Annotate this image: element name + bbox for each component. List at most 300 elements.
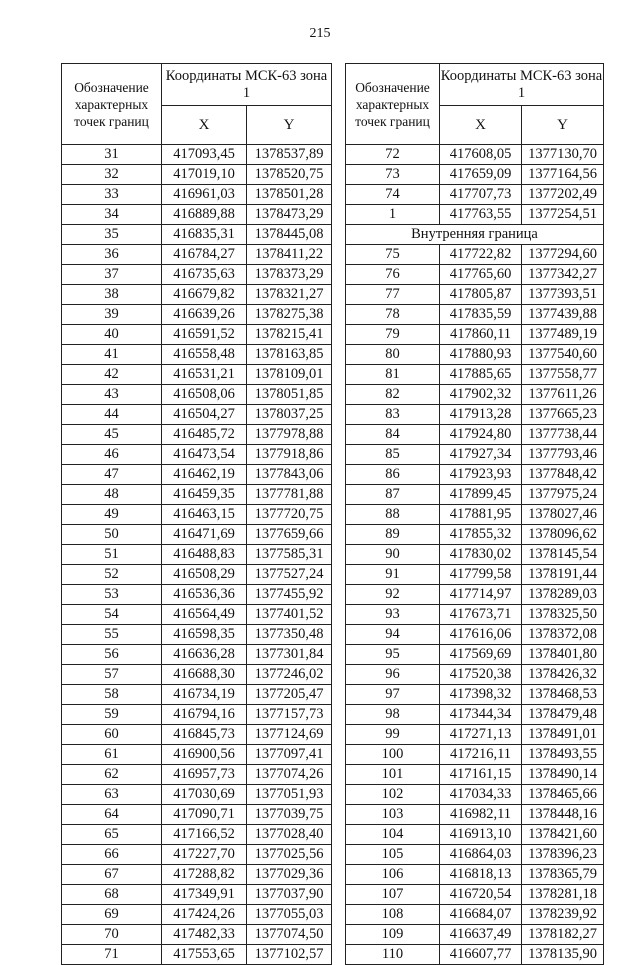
point-number-cell: 97 <box>346 685 440 705</box>
point-number-cell: 54 <box>62 605 162 625</box>
y-coordinate-cell: 1378325,50 <box>522 605 604 625</box>
table-row <box>62 705 332 725</box>
x-coordinate-cell: 416913,10 <box>440 825 522 845</box>
table-row <box>62 865 332 885</box>
y-coordinate-cell: 1378501,28 <box>247 185 332 205</box>
table-row <box>346 265 604 285</box>
x-coordinate-cell: 416504,27 <box>162 405 247 425</box>
point-number-cell: 63 <box>62 785 162 805</box>
x-coordinate-cell: 417271,13 <box>440 725 522 745</box>
y-coordinate-cell: 1377037,90 <box>247 885 332 905</box>
point-number-cell: 70 <box>62 925 162 945</box>
y-coordinate-cell: 1378182,27 <box>522 925 604 945</box>
x-coordinate-cell: 416459,35 <box>162 485 247 505</box>
x-coordinate-cell: 416485,72 <box>162 425 247 445</box>
x-coordinate-cell: 416784,27 <box>162 245 247 265</box>
y-coordinate-cell: 1377039,75 <box>247 805 332 825</box>
table-row <box>62 805 332 825</box>
x-coordinate-cell: 416558,48 <box>162 345 247 365</box>
table-row <box>346 545 604 565</box>
y-coordinate-cell: 1378411,22 <box>247 245 332 265</box>
right-table-body-inner <box>346 245 604 965</box>
y-coordinate-cell: 1377097,41 <box>247 745 332 765</box>
table-row <box>346 365 604 385</box>
x-coordinate-cell: 417288,82 <box>162 865 247 885</box>
table-row <box>62 245 332 265</box>
point-number-cell: 105 <box>346 845 440 865</box>
table-row <box>346 725 604 745</box>
x-coordinate-cell: 417885,65 <box>440 365 522 385</box>
y-coordinate-cell: 1378373,29 <box>247 265 332 285</box>
point-number-cell: 33 <box>62 185 162 205</box>
table-row <box>62 445 332 465</box>
y-coordinate-cell: 1378037,25 <box>247 405 332 425</box>
y-coordinate-cell: 1377342,27 <box>522 265 604 285</box>
x-coordinate-cell: 416536,36 <box>162 585 247 605</box>
y-coordinate-cell: 1378135,90 <box>522 945 604 965</box>
point-number-cell: 35 <box>62 225 162 245</box>
point-number-cell: 74 <box>346 185 440 205</box>
point-number-cell: 79 <box>346 325 440 345</box>
point-number-cell: 69 <box>62 905 162 925</box>
coordinates-table-left <box>61 63 332 965</box>
y-coordinate-cell: 1377074,50 <box>247 925 332 945</box>
table-row <box>346 445 604 465</box>
x-coordinate-cell: 416471,69 <box>162 525 247 545</box>
point-number-cell: 65 <box>62 825 162 845</box>
table-row <box>62 945 332 965</box>
table-row <box>346 945 604 965</box>
y-coordinate-cell: 1377028,40 <box>247 825 332 845</box>
point-number-cell: 36 <box>62 245 162 265</box>
point-number-cell: 95 <box>346 645 440 665</box>
table-row <box>62 265 332 285</box>
x-coordinate-cell: 417093,45 <box>162 145 247 165</box>
table-row <box>346 765 604 785</box>
point-number-cell: 38 <box>62 285 162 305</box>
x-coordinate-cell: 416684,07 <box>440 905 522 925</box>
x-coordinate-cell: 416889,88 <box>162 205 247 225</box>
x-coordinate-cell: 417927,34 <box>440 445 522 465</box>
x-coordinate-cell: 416679,82 <box>162 285 247 305</box>
x-coordinate-cell: 417520,38 <box>440 665 522 685</box>
x-coordinate-cell: 417860,11 <box>440 325 522 345</box>
point-designation-header: Обозначение характерных точек границ <box>62 64 162 145</box>
table-row <box>62 605 332 625</box>
y-coordinate-cell: 1377611,26 <box>522 385 604 405</box>
point-number-cell: 48 <box>62 485 162 505</box>
y-coordinate-cell: 1378448,16 <box>522 805 604 825</box>
x-coordinate-cell: 416564,49 <box>162 605 247 625</box>
x-coordinate-cell: 417830,02 <box>440 545 522 565</box>
y-coordinate-cell: 1378537,89 <box>247 145 332 165</box>
y-coordinate-cell: 1378289,03 <box>522 585 604 605</box>
point-number-cell: 34 <box>62 205 162 225</box>
point-number-cell: 71 <box>62 945 162 965</box>
table-row <box>346 185 604 205</box>
point-number-cell: 73 <box>346 165 440 185</box>
x-coordinate-cell: 416488,83 <box>162 545 247 565</box>
coordinates-table-right <box>345 63 604 965</box>
point-number-cell: 87 <box>346 485 440 505</box>
y-coordinate-cell: 1377975,24 <box>522 485 604 505</box>
table-row <box>346 825 604 845</box>
y-coordinate-cell: 1378520,75 <box>247 165 332 185</box>
point-number-cell: 80 <box>346 345 440 365</box>
x-coordinate-cell: 416636,28 <box>162 645 247 665</box>
point-number-cell: 40 <box>62 325 162 345</box>
y-coordinate-cell: 1377350,48 <box>247 625 332 645</box>
table-row <box>62 825 332 845</box>
x-coordinate-cell: 417881,95 <box>440 505 522 525</box>
table-row <box>346 685 604 705</box>
y-coordinate-cell: 1378365,79 <box>522 865 604 885</box>
y-coordinate-cell: 1378191,44 <box>522 565 604 585</box>
y-coordinate-cell: 1378372,08 <box>522 625 604 645</box>
y-coordinate-cell: 1378493,55 <box>522 745 604 765</box>
y-coordinate-cell: 1377489,19 <box>522 325 604 345</box>
table-row <box>62 325 332 345</box>
table-row <box>62 645 332 665</box>
x-coordinate-cell: 416531,21 <box>162 365 247 385</box>
x-coordinate-cell: 416637,49 <box>440 925 522 945</box>
table-row <box>62 785 332 805</box>
y-coordinate-cell: 1377720,75 <box>247 505 332 525</box>
point-number-cell: 49 <box>62 505 162 525</box>
table-row <box>62 885 332 905</box>
table-row <box>62 205 332 225</box>
point-number-cell: 31 <box>62 145 162 165</box>
point-number-cell: 75 <box>346 245 440 265</box>
y-coordinate-cell: 1378239,92 <box>522 905 604 925</box>
point-number-cell: 93 <box>346 605 440 625</box>
y-coordinate-cell: 1377843,06 <box>247 465 332 485</box>
x-coordinate-cell: 417034,33 <box>440 785 522 805</box>
y-coordinate-cell: 1377918,86 <box>247 445 332 465</box>
x-coordinate-cell: 416639,26 <box>162 305 247 325</box>
table-row <box>62 145 332 165</box>
x-coordinate-cell: 417398,32 <box>440 685 522 705</box>
y-coordinate-cell: 1378163,85 <box>247 345 332 365</box>
point-designation-header: Обозначение характерных точек границ <box>346 64 440 145</box>
y-coordinate-cell: 1378490,14 <box>522 765 604 785</box>
y-column-header: Y <box>522 106 604 145</box>
y-coordinate-cell: 1378275,38 <box>247 305 332 325</box>
y-coordinate-cell: 1377294,60 <box>522 245 604 265</box>
table-row <box>346 145 604 165</box>
point-number-cell: 78 <box>346 305 440 325</box>
table-row <box>346 205 604 225</box>
y-coordinate-cell: 1377254,51 <box>522 205 604 225</box>
y-coordinate-cell: 1378109,01 <box>247 365 332 385</box>
x-coordinate-cell: 416598,35 <box>162 625 247 645</box>
x-coordinate-cell: 417722,82 <box>440 245 522 265</box>
point-number-cell: 1 <box>346 205 440 225</box>
point-number-cell: 110 <box>346 945 440 965</box>
point-number-cell: 61 <box>62 745 162 765</box>
x-coordinate-cell: 416845,73 <box>162 725 247 745</box>
coordinates-header: Координаты МСК-63 зона 1 <box>162 64 332 106</box>
table-row <box>346 565 604 585</box>
table-row <box>62 625 332 645</box>
x-coordinate-cell: 417349,91 <box>162 885 247 905</box>
point-number-cell: 32 <box>62 165 162 185</box>
point-number-cell: 56 <box>62 645 162 665</box>
x-column-header: X <box>162 106 247 145</box>
y-coordinate-cell: 1377738,44 <box>522 425 604 445</box>
point-number-cell: 52 <box>62 565 162 585</box>
x-coordinate-cell: 416957,73 <box>162 765 247 785</box>
point-number-cell: 102 <box>346 785 440 805</box>
x-coordinate-cell: 417482,33 <box>162 925 247 945</box>
y-coordinate-cell: 1378445,08 <box>247 225 332 245</box>
x-coordinate-cell: 417608,05 <box>440 145 522 165</box>
y-coordinate-cell: 1377527,24 <box>247 565 332 585</box>
x-coordinate-cell: 416508,06 <box>162 385 247 405</box>
x-coordinate-cell: 417569,69 <box>440 645 522 665</box>
table-row <box>346 405 604 425</box>
point-number-cell: 104 <box>346 825 440 845</box>
x-coordinate-cell: 416473,54 <box>162 445 247 465</box>
point-number-cell: 99 <box>346 725 440 745</box>
point-number-cell: 109 <box>346 925 440 945</box>
table-row <box>346 745 604 765</box>
y-coordinate-cell: 1377074,26 <box>247 765 332 785</box>
x-coordinate-cell: 417913,28 <box>440 405 522 425</box>
y-coordinate-cell: 1377540,60 <box>522 345 604 365</box>
table-row <box>346 385 604 405</box>
x-column-header: X <box>440 106 522 145</box>
y-coordinate-cell: 1377585,31 <box>247 545 332 565</box>
y-coordinate-cell: 1378396,23 <box>522 845 604 865</box>
y-coordinate-cell: 1377665,23 <box>522 405 604 425</box>
table-row <box>62 165 332 185</box>
point-number-cell: 64 <box>62 805 162 825</box>
table-row <box>62 505 332 525</box>
y-coordinate-cell: 1377246,02 <box>247 665 332 685</box>
x-coordinate-cell: 417899,45 <box>440 485 522 505</box>
y-coordinate-cell: 1378473,29 <box>247 205 332 225</box>
table-row <box>346 465 604 485</box>
x-coordinate-cell: 416508,29 <box>162 565 247 585</box>
point-number-cell: 46 <box>62 445 162 465</box>
inner-boundary-label: Внутренняя граница <box>346 225 604 245</box>
table-row <box>346 925 604 945</box>
y-coordinate-cell: 1377124,69 <box>247 725 332 745</box>
y-coordinate-cell: 1378421,60 <box>522 825 604 845</box>
x-coordinate-cell: 417424,26 <box>162 905 247 925</box>
y-coordinate-cell: 1377781,88 <box>247 485 332 505</box>
y-coordinate-cell: 1377659,66 <box>247 525 332 545</box>
point-number-cell: 85 <box>346 445 440 465</box>
y-coordinate-cell: 1378479,48 <box>522 705 604 725</box>
point-number-cell: 89 <box>346 525 440 545</box>
y-coordinate-cell: 1377102,57 <box>247 945 332 965</box>
x-coordinate-cell: 416961,03 <box>162 185 247 205</box>
y-coordinate-cell: 1377558,77 <box>522 365 604 385</box>
y-coordinate-cell: 1378145,54 <box>522 545 604 565</box>
point-number-cell: 82 <box>346 385 440 405</box>
x-coordinate-cell: 416900,56 <box>162 745 247 765</box>
table-row <box>346 705 604 725</box>
y-coordinate-cell: 1377051,93 <box>247 785 332 805</box>
left-table-body <box>62 145 332 965</box>
table-row <box>346 305 604 325</box>
right-table-section <box>346 225 604 245</box>
table-row <box>62 425 332 445</box>
x-coordinate-cell: 416463,15 <box>162 505 247 525</box>
x-coordinate-cell: 417227,70 <box>162 845 247 865</box>
x-coordinate-cell: 417707,73 <box>440 185 522 205</box>
x-coordinate-cell: 416735,63 <box>162 265 247 285</box>
x-coordinate-cell: 416720,54 <box>440 885 522 905</box>
table-row <box>62 725 332 745</box>
table-row <box>346 885 604 905</box>
table-row <box>62 845 332 865</box>
table-row <box>346 345 604 365</box>
y-coordinate-cell: 1378027,46 <box>522 505 604 525</box>
section-row <box>346 225 604 245</box>
x-coordinate-cell: 417616,06 <box>440 625 522 645</box>
x-coordinate-cell: 417880,93 <box>440 345 522 365</box>
point-number-cell: 84 <box>346 425 440 445</box>
point-number-cell: 45 <box>62 425 162 445</box>
y-coordinate-cell: 1377848,42 <box>522 465 604 485</box>
point-number-cell: 98 <box>346 705 440 725</box>
table-row <box>62 525 332 545</box>
x-coordinate-cell: 417553,65 <box>162 945 247 965</box>
point-number-cell: 68 <box>62 885 162 905</box>
table-row <box>346 485 604 505</box>
x-coordinate-cell: 416462,19 <box>162 465 247 485</box>
point-number-cell: 88 <box>346 505 440 525</box>
x-coordinate-cell: 417765,60 <box>440 265 522 285</box>
point-number-cell: 92 <box>346 585 440 605</box>
point-number-cell: 42 <box>62 365 162 385</box>
x-coordinate-cell: 417855,32 <box>440 525 522 545</box>
table-row <box>62 565 332 585</box>
y-coordinate-cell: 1378215,41 <box>247 325 332 345</box>
point-number-cell: 57 <box>62 665 162 685</box>
table-row <box>346 285 604 305</box>
point-number-cell: 62 <box>62 765 162 785</box>
point-number-cell: 55 <box>62 625 162 645</box>
point-number-cell: 58 <box>62 685 162 705</box>
point-number-cell: 37 <box>62 265 162 285</box>
table-row <box>346 645 604 665</box>
x-coordinate-cell: 417835,59 <box>440 305 522 325</box>
table-row <box>62 585 332 605</box>
x-coordinate-cell: 416734,19 <box>162 685 247 705</box>
table-row <box>62 485 332 505</box>
x-coordinate-cell: 417090,71 <box>162 805 247 825</box>
x-coordinate-cell: 417216,11 <box>440 745 522 765</box>
point-number-cell: 51 <box>62 545 162 565</box>
y-coordinate-cell: 1378321,27 <box>247 285 332 305</box>
point-number-cell: 60 <box>62 725 162 745</box>
table-row <box>346 905 604 925</box>
x-coordinate-cell: 417019,10 <box>162 165 247 185</box>
table-row <box>346 625 604 645</box>
x-coordinate-cell: 417924,80 <box>440 425 522 445</box>
point-number-cell: 107 <box>346 885 440 905</box>
table-row <box>346 245 604 265</box>
x-coordinate-cell: 417161,15 <box>440 765 522 785</box>
table-row <box>346 505 604 525</box>
table-row <box>62 225 332 245</box>
x-coordinate-cell: 416982,11 <box>440 805 522 825</box>
x-coordinate-cell: 417659,09 <box>440 165 522 185</box>
y-coordinate-cell: 1378468,53 <box>522 685 604 705</box>
y-coordinate-cell: 1377393,51 <box>522 285 604 305</box>
y-coordinate-cell: 1378426,32 <box>522 665 604 685</box>
right-table-body-outer <box>346 145 604 225</box>
table-row <box>62 405 332 425</box>
point-number-cell: 41 <box>62 345 162 365</box>
table-row <box>346 425 604 445</box>
x-coordinate-cell: 416591,52 <box>162 325 247 345</box>
y-coordinate-cell: 1377164,56 <box>522 165 604 185</box>
y-coordinate-cell: 1378465,66 <box>522 785 604 805</box>
point-number-cell: 100 <box>346 745 440 765</box>
x-coordinate-cell: 416818,13 <box>440 865 522 885</box>
y-coordinate-cell: 1377130,70 <box>522 145 604 165</box>
table-row <box>62 765 332 785</box>
y-coordinate-cell: 1378051,85 <box>247 385 332 405</box>
point-number-cell: 86 <box>346 465 440 485</box>
y-column-header: Y <box>247 106 332 145</box>
y-coordinate-cell: 1377455,92 <box>247 585 332 605</box>
table-row <box>346 325 604 345</box>
table-row <box>62 465 332 485</box>
x-coordinate-cell: 417673,71 <box>440 605 522 625</box>
x-coordinate-cell: 417714,97 <box>440 585 522 605</box>
table-row <box>62 685 332 705</box>
table-row <box>62 925 332 945</box>
point-number-cell: 77 <box>346 285 440 305</box>
point-number-cell: 96 <box>346 665 440 685</box>
x-coordinate-cell: 416794,16 <box>162 705 247 725</box>
point-number-cell: 50 <box>62 525 162 545</box>
y-coordinate-cell: 1378096,62 <box>522 525 604 545</box>
table-row <box>346 805 604 825</box>
point-number-cell: 106 <box>346 865 440 885</box>
point-number-cell: 66 <box>62 845 162 865</box>
point-number-cell: 39 <box>62 305 162 325</box>
y-coordinate-cell: 1378281,18 <box>522 885 604 905</box>
point-number-cell: 59 <box>62 705 162 725</box>
x-coordinate-cell: 416607,77 <box>440 945 522 965</box>
y-coordinate-cell: 1377157,73 <box>247 705 332 725</box>
table-row <box>62 385 332 405</box>
x-coordinate-cell: 417344,34 <box>440 705 522 725</box>
table-row <box>62 345 332 365</box>
table-row <box>62 185 332 205</box>
point-number-cell: 44 <box>62 405 162 425</box>
x-coordinate-cell: 416688,30 <box>162 665 247 685</box>
page-number: 215 <box>309 26 331 41</box>
x-coordinate-cell: 417805,87 <box>440 285 522 305</box>
x-coordinate-cell: 417799,58 <box>440 565 522 585</box>
point-number-cell: 81 <box>346 365 440 385</box>
table-row <box>346 845 604 865</box>
point-number-cell: 83 <box>346 405 440 425</box>
x-coordinate-cell: 417902,32 <box>440 385 522 405</box>
table-row <box>346 665 604 685</box>
y-coordinate-cell: 1377202,49 <box>522 185 604 205</box>
table-row <box>346 165 604 185</box>
x-coordinate-cell: 416835,31 <box>162 225 247 245</box>
